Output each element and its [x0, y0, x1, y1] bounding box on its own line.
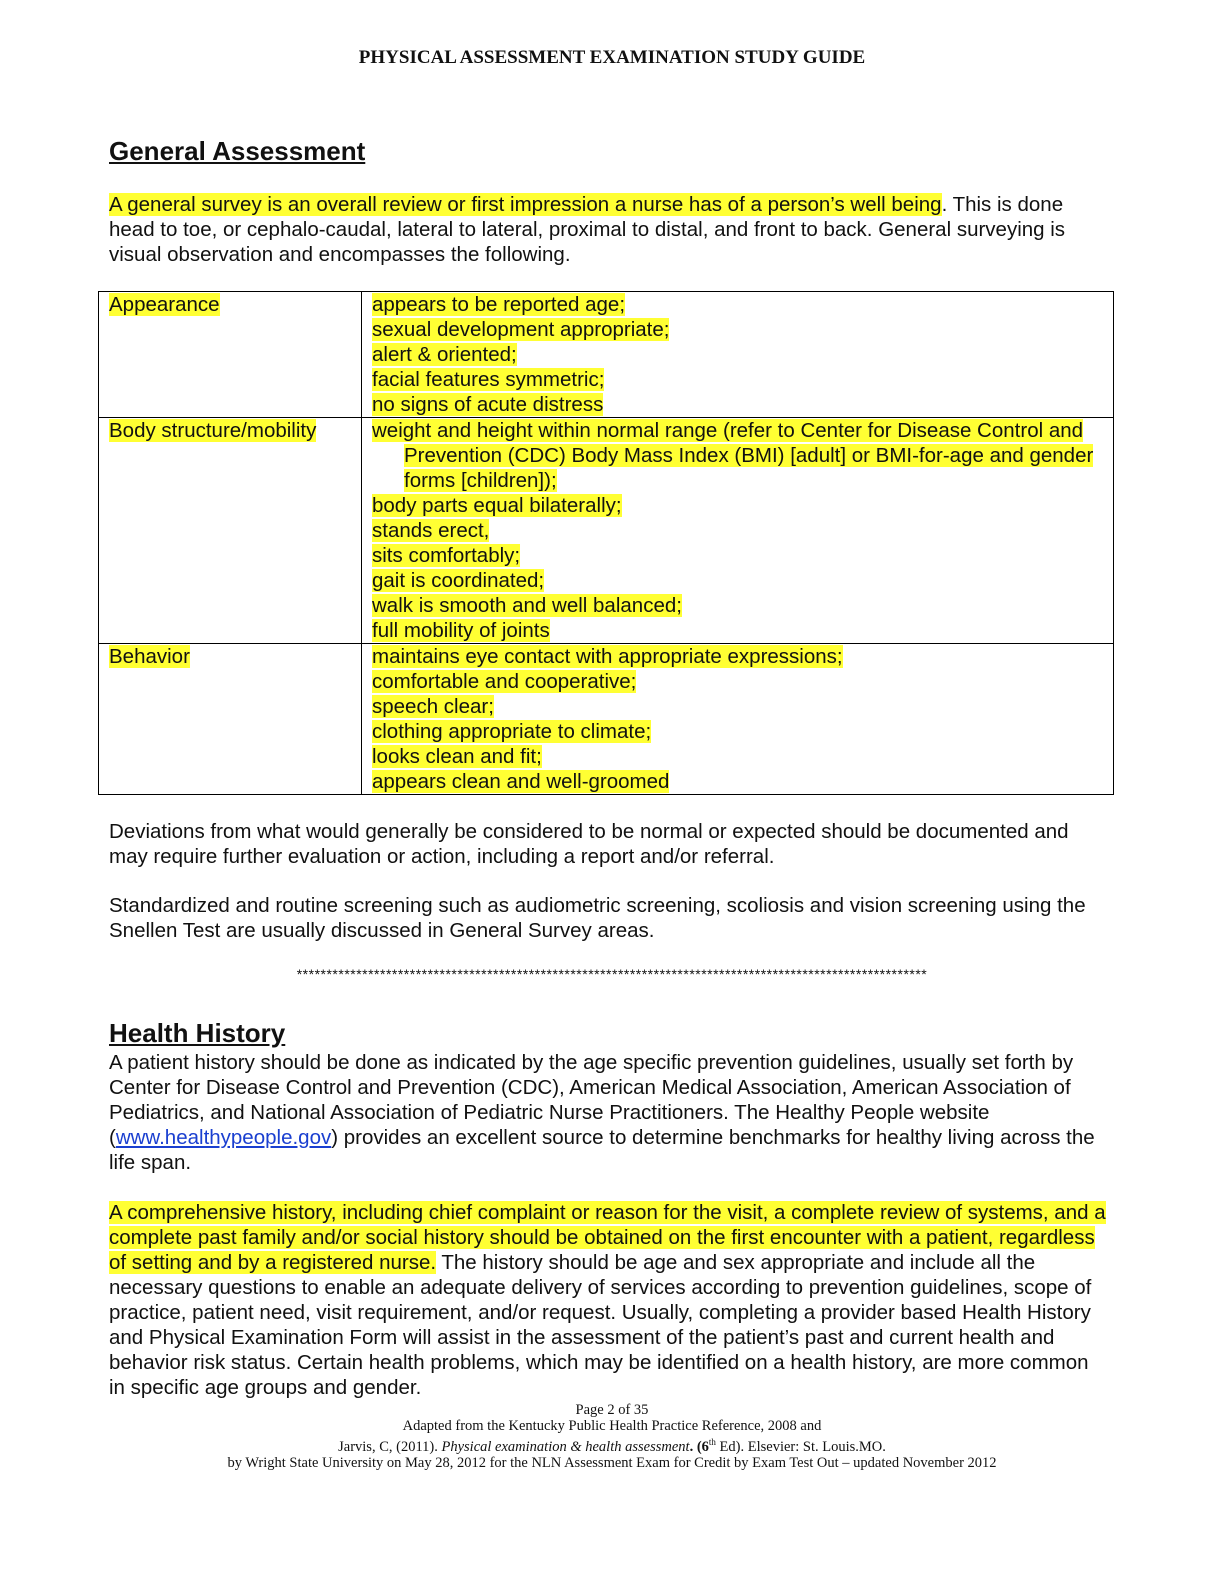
row-item-text: body parts equal bilaterally;: [372, 494, 622, 517]
row-item: [372, 568, 1103, 593]
general-survey-table: [98, 291, 1114, 795]
row-label-cell: [99, 292, 362, 418]
intro-text: . This is done head to toe, or cephalo-caudal, lateral to lateral, proximal to distal, and front to back. General surveying is visual observation and encompasses the following.: [109, 193, 1066, 266]
row-item: [372, 418, 1103, 493]
row-item-text: speech clear;: [372, 695, 494, 718]
citation-publisher: Ed). Elsevier: St. Louis.MO.: [715, 1438, 886, 1455]
row-items-cell: [362, 644, 1114, 795]
row-item-text: no signs of acute distress: [372, 393, 604, 416]
row-item: [372, 593, 1103, 618]
row-item-text: weight and height within normal range (refer to Center for Disease Control and Prevention (CDC) Body Mass Index (BMI) [adult] or BMI-for-age and gender forms [children]);: [372, 419, 1094, 492]
health-history-heading: Health History: [109, 1018, 286, 1048]
row-item-text: stands erect,: [372, 519, 490, 542]
footer-line-3: by Wright State University on May 28, 2012 for the NLN Assessment Exam for Credit by Exam Test Out – updated November 2012: [227, 1454, 997, 1471]
row-item: [372, 367, 1103, 392]
row-item-text: looks clean and fit;: [372, 745, 542, 768]
row-item: [372, 342, 1103, 367]
row-label: Appearance: [109, 293, 220, 316]
footer: [0, 1402, 1224, 1471]
row-item-text: full mobility of joints: [372, 619, 550, 642]
row-item: [372, 543, 1103, 568]
hh-text-b: ) provides an excellent source to determine benchmarks for healthy living across the life span.: [109, 1126, 1095, 1174]
healthypeople-link[interactable]: www.healthypeople.gov: [115, 1126, 332, 1149]
row-item: [372, 644, 1103, 669]
citation-author: Jarvis, C, (2011).: [338, 1438, 442, 1455]
row-item-text: clothing appropriate to climate;: [372, 720, 652, 743]
screening-paragraph: Standardized and routine screening such as audiometric screening, scoliosis and vision screening using the Snellen Test are usually discussed in General Survey areas.: [109, 894, 1086, 942]
row-items-cell: [362, 292, 1114, 418]
separator: **********************************************************************************************************: [296, 966, 928, 982]
row-item-text: appears clean and well-groomed: [372, 770, 670, 793]
row-item: [372, 769, 1103, 794]
comprehensive-text: The history should be age and sex appropriate and include all the necessary questions to enable an adequate delivery of services according to prevention guidelines, scope of practice, patient need, visit requirement, and/or request. Usually, completing a provider based Health History and Physical Examination Form will assist in the assessment of the patient’s past and current health and behavior risk status. Certain health problems, which may be identified on a health history, are more common in specific age groups and gender.: [109, 1251, 1092, 1399]
footer-line-2: [0, 1434, 1224, 1455]
row-item-text: gait is coordinated;: [372, 569, 545, 592]
citation-edition: . (6: [689, 1438, 709, 1455]
row-item-text: facial features symmetric;: [372, 368, 605, 391]
row-item: [372, 292, 1103, 317]
citation-title: Physical examination & health assessment: [441, 1438, 690, 1455]
citation-sup: th: [708, 1437, 716, 1447]
row-item: [372, 694, 1103, 719]
page-header: PHYSICAL ASSESSMENT EXAMINATION STUDY GUIDE: [358, 47, 866, 68]
row-item: [372, 744, 1103, 769]
row-item: [372, 317, 1103, 342]
row-item: [372, 618, 1103, 643]
row-item-text: walk is smooth and well balanced;: [372, 594, 682, 617]
page-number: Page 2 of 35: [575, 1402, 649, 1418]
table-row: [99, 418, 1114, 644]
intro-highlight: A general survey is an overall review or first impression a nurse has of a person’s well being: [109, 193, 942, 216]
row-item: [372, 719, 1103, 744]
row-item-text: appears to be reported age;: [372, 293, 626, 316]
table-row: [99, 292, 1114, 418]
general-assessment-heading: General Assessment: [109, 136, 366, 166]
general-intro: [109, 192, 1109, 267]
row-label: Body structure/mobility: [109, 419, 317, 442]
row-item-text: sexual development appropriate;: [372, 318, 670, 341]
row-items-cell: [362, 418, 1114, 644]
row-label-cell: [99, 644, 362, 795]
row-item: [372, 669, 1103, 694]
row-item-text: sits comfortably;: [372, 544, 521, 567]
comprehensive-history-paragraph: [109, 1200, 1109, 1400]
footer-line-1: Adapted from the Kentucky Public Health Practice Reference, 2008 and: [402, 1418, 822, 1434]
deviations-paragraph: Deviations from what would generally be considered to be normal or expected should be documented and may require further evaluation or action, including a report and/or referral.: [109, 820, 1069, 868]
table-row: [99, 644, 1114, 795]
row-label: Behavior: [109, 645, 190, 668]
row-item: [372, 518, 1103, 543]
row-item: [372, 493, 1103, 518]
row-item-text: maintains eye contact with appropriate expressions;: [372, 645, 843, 668]
health-history-paragraph: [109, 1050, 1109, 1175]
row-item-text: comfortable and cooperative;: [372, 670, 637, 693]
hh-text-a: A patient history should be done as indicated by the age specific prevention guidelines, usually set forth by Center for Disease Control and Prevention (CDC), American Medical Association, American Association of Pediatrics, and National Association of Pediatric Nurse Practitioners. The Healthy People website (: [109, 1051, 1074, 1149]
comprehensive-highlight: A comprehensive history, including chief complaint or reason for the visit, a complete review of systems, and a complete past family and/or social history should be obtained on the first encounter with a patient, regardless of setting and by a registered nurse.: [109, 1201, 1106, 1274]
row-item-text: alert & oriented;: [372, 343, 517, 366]
row-item: [372, 392, 1103, 417]
row-label-cell: [99, 418, 362, 644]
